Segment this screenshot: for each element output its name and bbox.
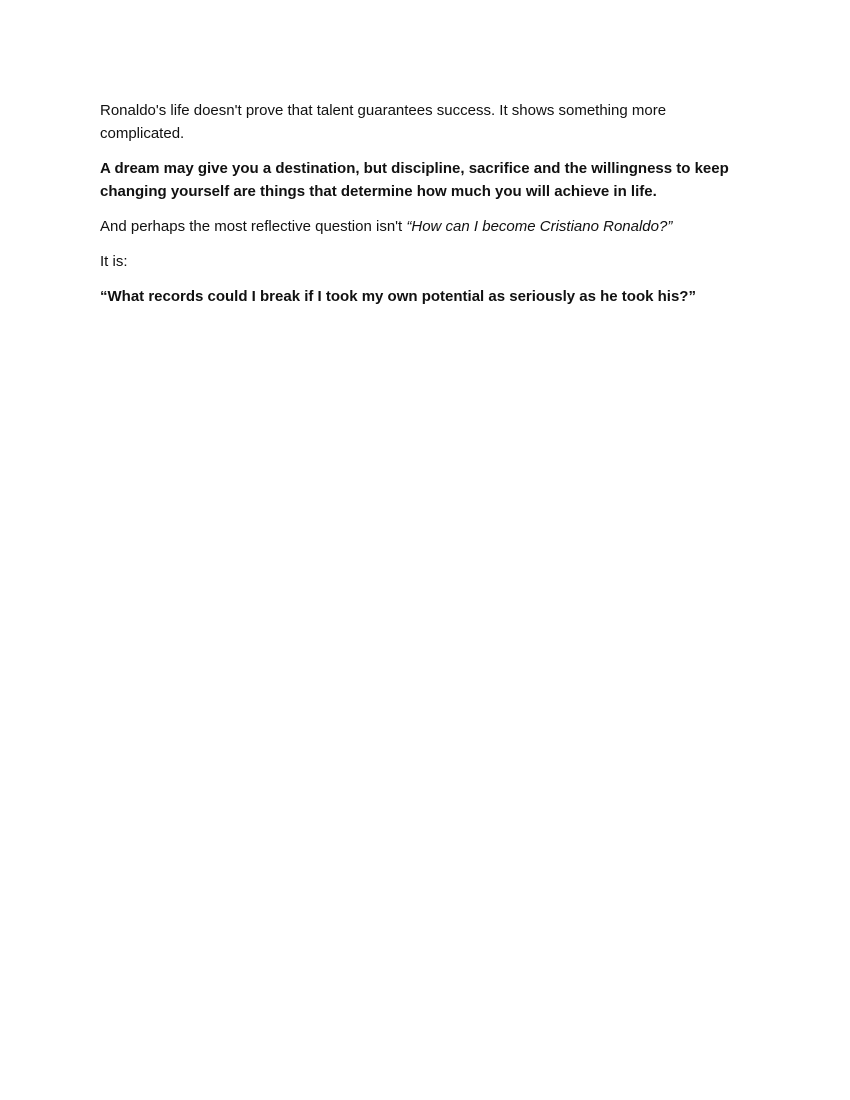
paragraph-records-question: “What records could I break if I took my own potential as seriously as he took his?” bbox=[100, 288, 696, 305]
reflective-question-quote: “How can I become Cristiano Ronaldo?” bbox=[406, 218, 673, 235]
paragraph-dream-discipline: A dream may give you a destination, but discipline, sacrifice and the willingness to keep changing yourself are things that determine how much you will achieve in life. bbox=[100, 160, 729, 200]
paragraph-reflective-question bbox=[100, 215, 740, 238]
reflective-question-lead: And perhaps the most reflective question isn't bbox=[100, 218, 407, 235]
document-page bbox=[100, 99, 740, 320]
paragraph-talent: Ronaldo's life doesn't prove that talent guarantees success. It shows something more complicated. bbox=[100, 102, 667, 142]
paragraph-it-is: It is: bbox=[100, 253, 128, 270]
